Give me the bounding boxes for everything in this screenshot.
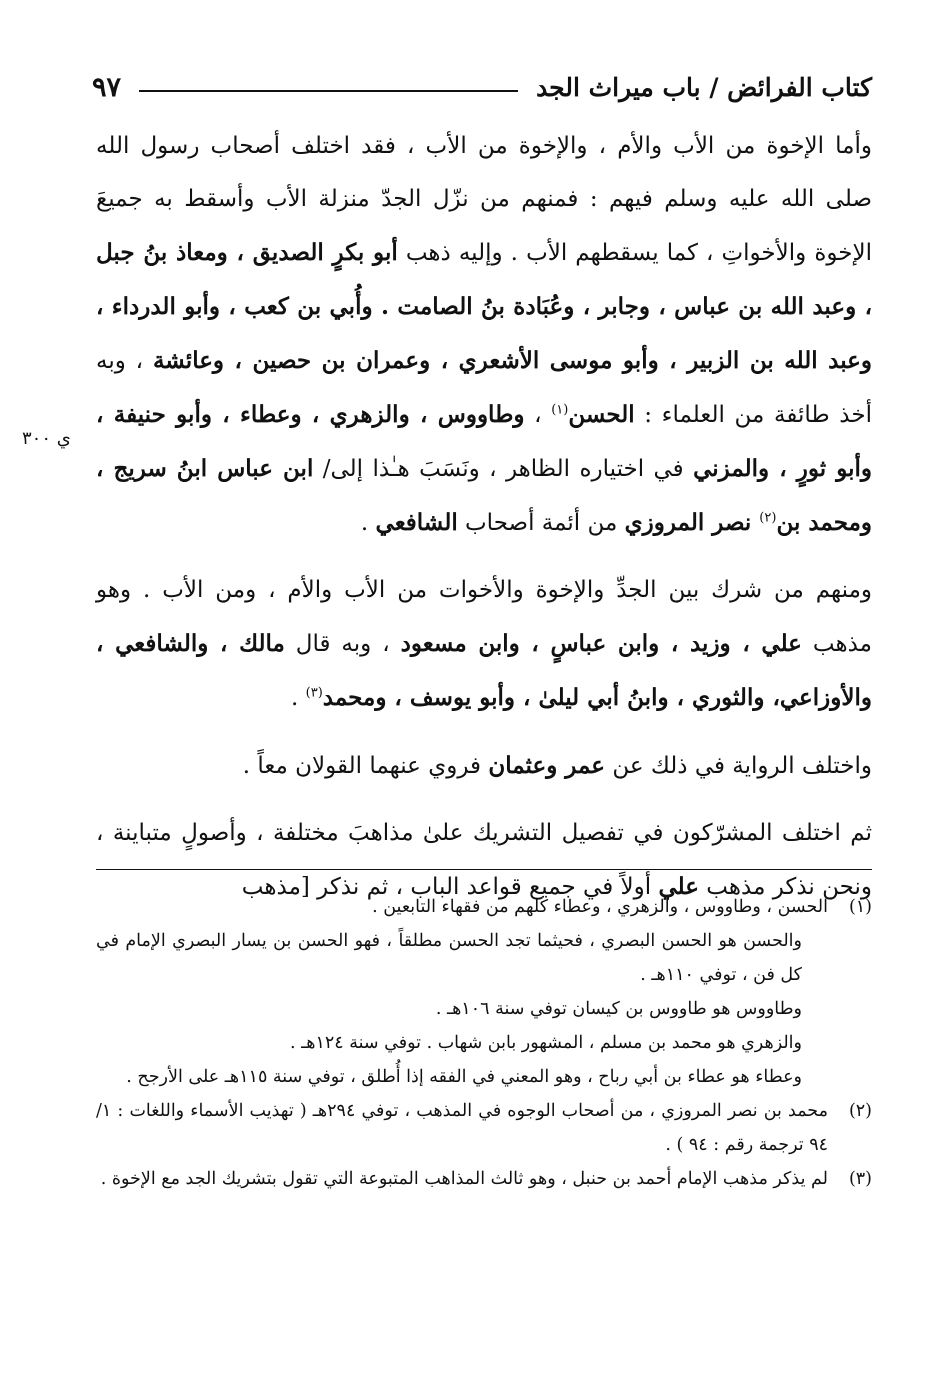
bold-text: الشافعي bbox=[375, 509, 458, 536]
text-segment: ومنهم من شرك بين الجدِّ والإخوة والأخوات من الأب والأم ، ومن الأب . وهو مذهب bbox=[96, 577, 872, 657]
bold-text: ابن عباس ابنُ سريج ، ومحمد بن bbox=[96, 455, 872, 536]
page-number: ٩٧ bbox=[92, 71, 122, 103]
running-title: كتاب الفرائض / باب ميراث الجد bbox=[536, 72, 872, 102]
footnote-body bbox=[96, 1094, 828, 1162]
footnote-number: (١) bbox=[848, 897, 872, 917]
text-segment: . bbox=[360, 510, 376, 536]
text-segment: في اختياره الظاهر ، ونَسَبَ هـٰذا إلى/ bbox=[313, 456, 694, 482]
text-segment: أولاً في جميع قواعد الباب ، ثم نذكر [مذهب bbox=[241, 874, 659, 900]
footnote-line: وطاووس هو طاووس بن كيسان توفي سنة ١٠٦هـ . bbox=[435, 999, 802, 1019]
text-segment: ، وبه أخذ طائفة من العلماء : bbox=[96, 348, 872, 428]
bold-text: نصر المروزي bbox=[624, 509, 760, 536]
footnote-line: وعطاء هو عطاء بن أبي رباح ، وهو المعني في الفقه إذا أُطلق ، توفي سنة ١١٥هـ على الأرجح . bbox=[126, 1067, 802, 1087]
footnote-reference: (٢) bbox=[759, 510, 777, 526]
bold-text: عمر وعثمان bbox=[488, 752, 606, 779]
footnote-reference: (١) bbox=[551, 402, 569, 418]
text-segment: فروي عنهما القولان معاً . bbox=[242, 753, 489, 779]
margin-note: ي ٣٠٠ bbox=[22, 428, 71, 449]
bold-text: وطاووس ، والزهري ، وعطاء ، وأبو حنيفة ، وأبو ثورٍ ، والمزني bbox=[96, 401, 872, 482]
footnote-separator bbox=[96, 869, 872, 870]
header-rule bbox=[139, 90, 518, 92]
footnote-line: الحسن ، وطاووس ، والزهري ، وعطاء كلهم من فقهاء التابعين . bbox=[372, 897, 828, 917]
footnote-line: لم يذكر مذهب الإمام أحمد بن حنبل ، وهو ثالث المذاهب المتبوعة التي تقول بتشريك الجد مع الإخوة . bbox=[100, 1169, 828, 1189]
page-header bbox=[92, 62, 872, 112]
bold-text: الحسن bbox=[568, 401, 635, 428]
footnote-body bbox=[96, 890, 828, 1094]
bold-text: علي ، وزيد ، وابن عباسٍ ، وابن مسعود bbox=[400, 630, 802, 657]
footnote bbox=[96, 890, 872, 1094]
footnote-line: محمد بن نصر المروزي ، من أصحاب الوجوه في المذهب ، توفي ٢٩٤هـ ( تهذيب الأسماء واللغات : ١/ ٩٤ ترجمة رقم : ٩٤ ) . bbox=[96, 1101, 828, 1155]
footnote-line: والحسن هو الحسن البصري ، فحيثما تجد الحسن مطلقاً ، فهو الحسن بن يسار البصري الإمام في كل فن ، توفي ١١٠هـ . bbox=[96, 931, 802, 985]
text-segment: ، وبه قال bbox=[284, 631, 401, 657]
paragraph bbox=[96, 564, 872, 725]
footnote-number: (٢) bbox=[848, 1101, 872, 1121]
paragraph bbox=[96, 739, 872, 793]
footnote bbox=[96, 1094, 872, 1162]
footnote-body bbox=[96, 1162, 828, 1196]
text-segment: ، bbox=[524, 402, 552, 428]
footnote-reference: (٣) bbox=[305, 685, 323, 701]
footnote bbox=[96, 1162, 872, 1196]
bold-text: علي bbox=[658, 873, 699, 900]
text-segment: وأما الإخوة من الأب والأم ، والإخوة من الأب ، فقد اختلف أصحاب رسول الله صلى الله عليه وسلم فيهم : فمنهم من نزّل الجدّ منزلة الأب وأسقط به جميعَ الإخوة والأخواتِ ، كما يسقطهم الأب . وإليه ذهب bbox=[96, 133, 872, 266]
main-text bbox=[96, 120, 872, 914]
text-segment: . bbox=[291, 685, 306, 711]
footnote-number: (٣) bbox=[848, 1169, 872, 1189]
text-segment: واختلف الرواية في ذلك عن bbox=[605, 753, 872, 779]
bold-text: مالك ، والشافعي ، والأوزاعي، والثوري ، وابنُ أبي ليلىٰ ، وأبو يوسف ، ومحمد bbox=[96, 630, 872, 711]
text-segment: من أئمة أصحاب bbox=[457, 510, 625, 536]
paragraph bbox=[96, 120, 872, 550]
text-segment: ثم اختلف المشرّكون في تفصيل التشريك علىٰ مذاهبَ مختلفة ، وأصولٍ متباينة ، ونحن نذكر مذهب bbox=[96, 820, 872, 900]
footnote-line: والزهري هو محمد بن مسلم ، المشهور بابن شهاب . توفي سنة ١٢٤هـ . bbox=[290, 1033, 802, 1053]
footnotes bbox=[96, 890, 872, 1196]
bold-text: أبو بكرٍ الصديق ، ومعاذ بنُ جبل ، وعبد الله بن عباس ، وجابر ، وعُبَادة بنُ الصامت . وأُبي بن كعب ، وأبو الدرداء ، وعبد الله بن الزبير ، وأبو موسى الأشعري ، وعمران بن حصين ، وعائشة bbox=[96, 239, 872, 374]
